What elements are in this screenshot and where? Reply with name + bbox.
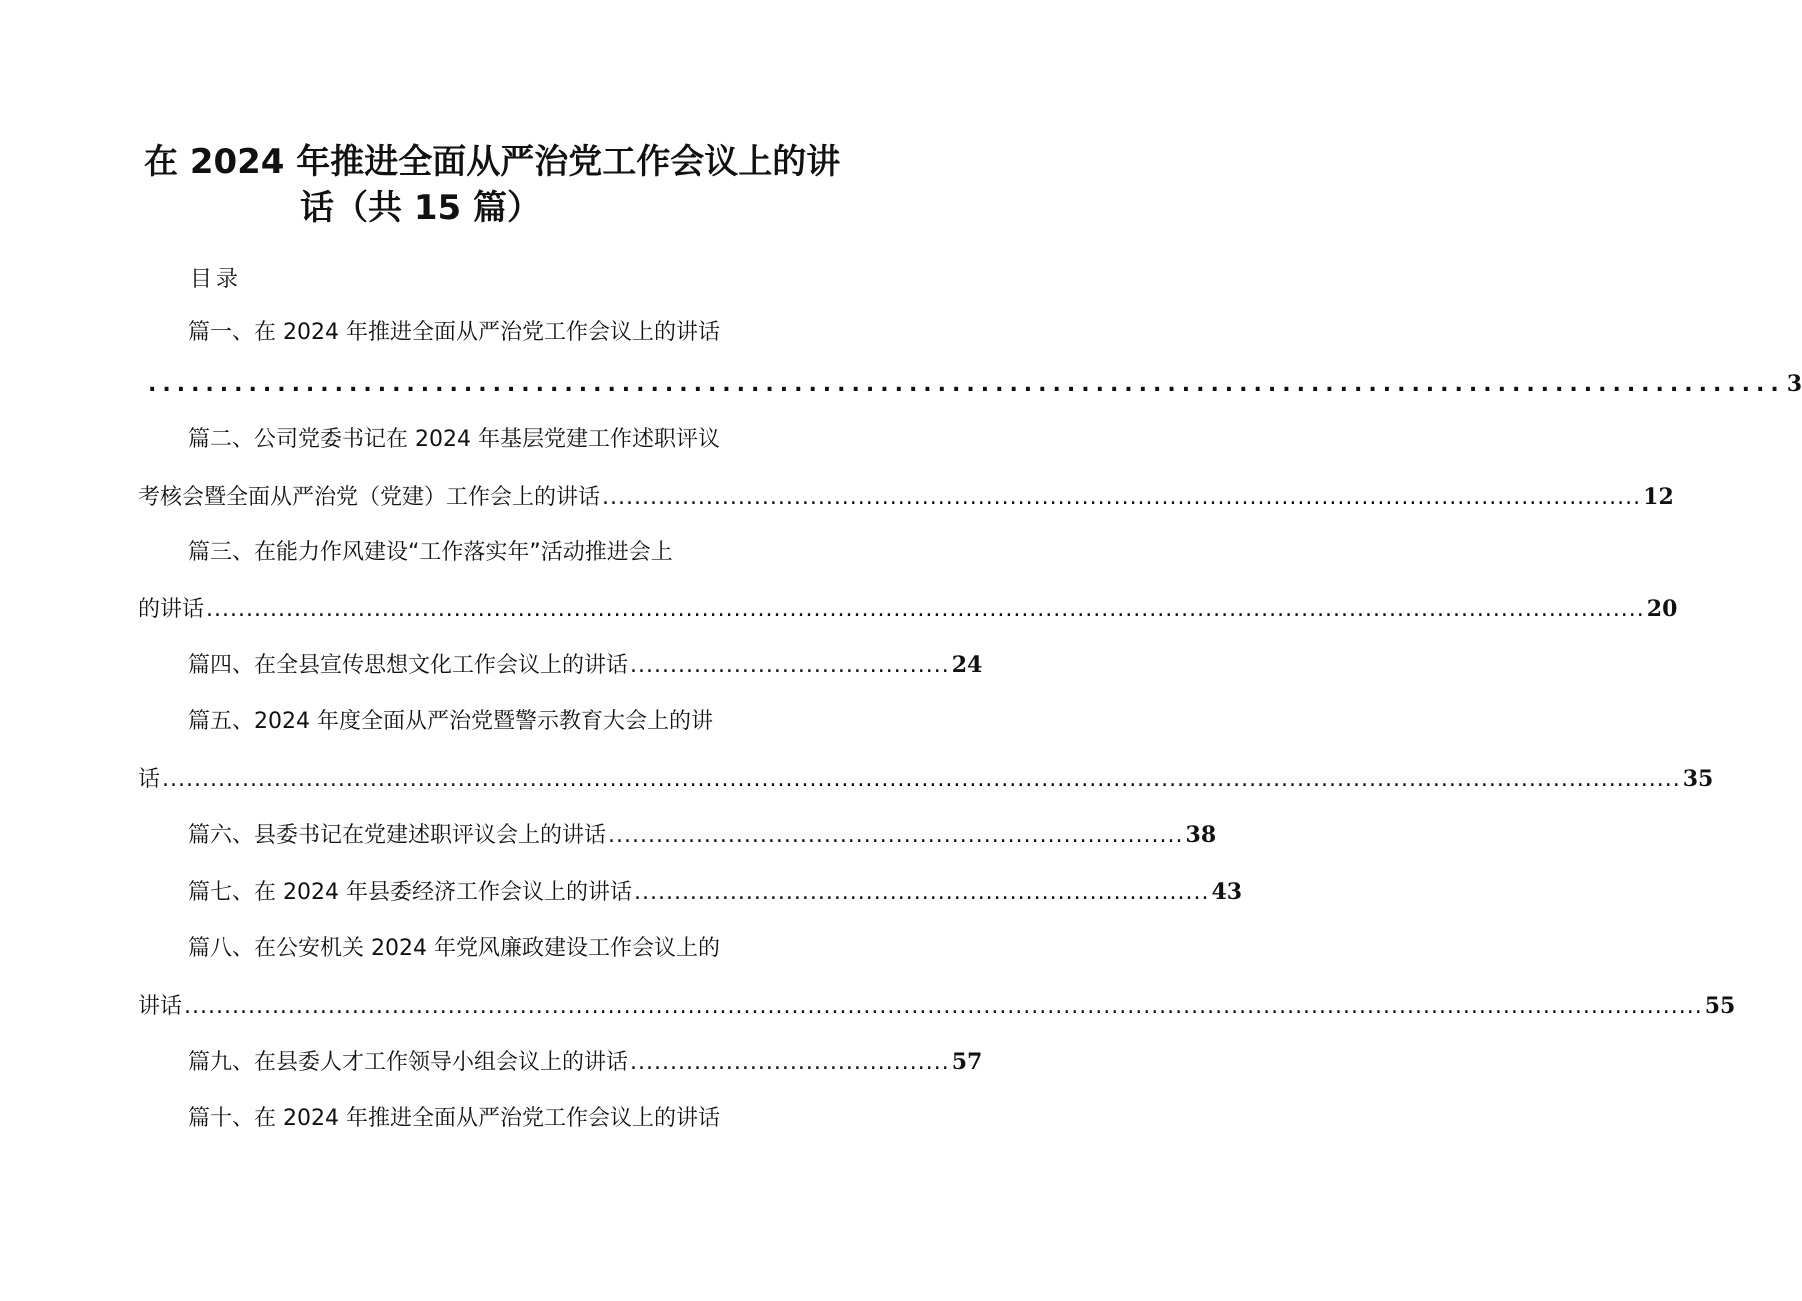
toc-entry-3-leader[interactable]: [138, 594, 1678, 625]
toc-entry-4-title: 篇四、在全县宣传思想文化工作会议上的讲话: [188, 653, 629, 678]
toc-entry-8-continuation: 讲话: [138, 994, 183, 1019]
toc-leader-dots: ..................................................................................................................: [148, 372, 1785, 397]
toc-entry-4[interactable]: [188, 650, 983, 681]
toc-entry-8-leader[interactable]: [138, 991, 1736, 1022]
toc-entry-6[interactable]: [188, 820, 1217, 851]
toc-entry-5-leader[interactable]: [138, 764, 1714, 795]
toc-leader-dots: ........................................: [630, 1050, 950, 1075]
toc-entry-10-title[interactable]: 篇十、在 2024 年推进全面从严治党工作会议上的讲话: [188, 1106, 720, 1131]
toc-entry-3-title[interactable]: 篇三、在能力作风建设“工作落实年”活动推进会上: [188, 540, 673, 565]
toc-leader-dots: ..................................................................................................................................: [602, 485, 1642, 510]
toc-entry-9-title: 篇九、在县委人才工作领导小组会议上的讲话: [188, 1050, 629, 1075]
toc-entry-8-title[interactable]: 篇八、在公安机关 2024 年党风廉政建设工作会议上的: [188, 936, 720, 961]
toc-heading: 目录: [190, 267, 243, 292]
toc-entry-1-title[interactable]: 篇一、在 2024 年推进全面从严治党工作会议上的讲话: [188, 320, 720, 345]
toc-entry-6-page: 38: [1185, 822, 1217, 848]
toc-leader-dots: ..............................................................................................................................................................................................: [184, 994, 1703, 1019]
toc-entry-2-leader[interactable]: [138, 482, 1674, 513]
toc-entry-4-page: 24: [951, 652, 983, 678]
toc-entry-9-page: 57: [951, 1049, 983, 1075]
document-title-line-1: 在 2024 年推进全面从严治党工作会议上的讲: [144, 142, 841, 182]
toc-entry-9[interactable]: [188, 1047, 983, 1078]
toc-entry-5-page: 35: [1682, 766, 1714, 792]
toc-entry-7[interactable]: [188, 877, 1243, 908]
toc-entry-6-title: 篇六、县委书记在党建述职评议会上的讲话: [188, 823, 607, 848]
toc-entry-5-title[interactable]: 篇五、2024 年度全面从严治党暨警示教育大会上的讲: [188, 709, 713, 734]
toc-leader-dots: ....................................................................................................................................................................................: [206, 597, 1645, 622]
toc-entry-3-page: 20: [1646, 596, 1678, 622]
toc-leader-dots: ........................................: [630, 653, 950, 678]
toc-entry-3-continuation: 的讲话: [138, 597, 205, 622]
toc-entry-2-continuation: 考核会暨全面从严治党（党建）工作会上的讲话: [138, 485, 601, 510]
toc-entry-2-title[interactable]: 篇二、公司党委书记在 2024 年基层党建工作述职评议: [188, 427, 720, 452]
toc-leader-dots: ..............................................................................................................................................................................................: [162, 767, 1681, 792]
toc-entry-7-page: 43: [1211, 879, 1243, 905]
toc-leader-dots: ........................................................................: [633, 880, 1210, 905]
toc-entry-1-leader[interactable]: [146, 369, 1802, 400]
toc-entry-7-title: 篇七、在 2024 年县委经济工作会议上的讲话: [188, 880, 632, 905]
toc-entry-1-page: 3: [1786, 371, 1802, 397]
toc-leader-dots: ........................................................................: [608, 823, 1184, 848]
toc-entry-2-page: 12: [1643, 484, 1674, 510]
toc-entry-5-continuation: 话: [138, 767, 161, 792]
toc-entry-8-page: 55: [1704, 993, 1736, 1019]
document-title-line-2: 话（共 15 篇）: [300, 188, 541, 228]
